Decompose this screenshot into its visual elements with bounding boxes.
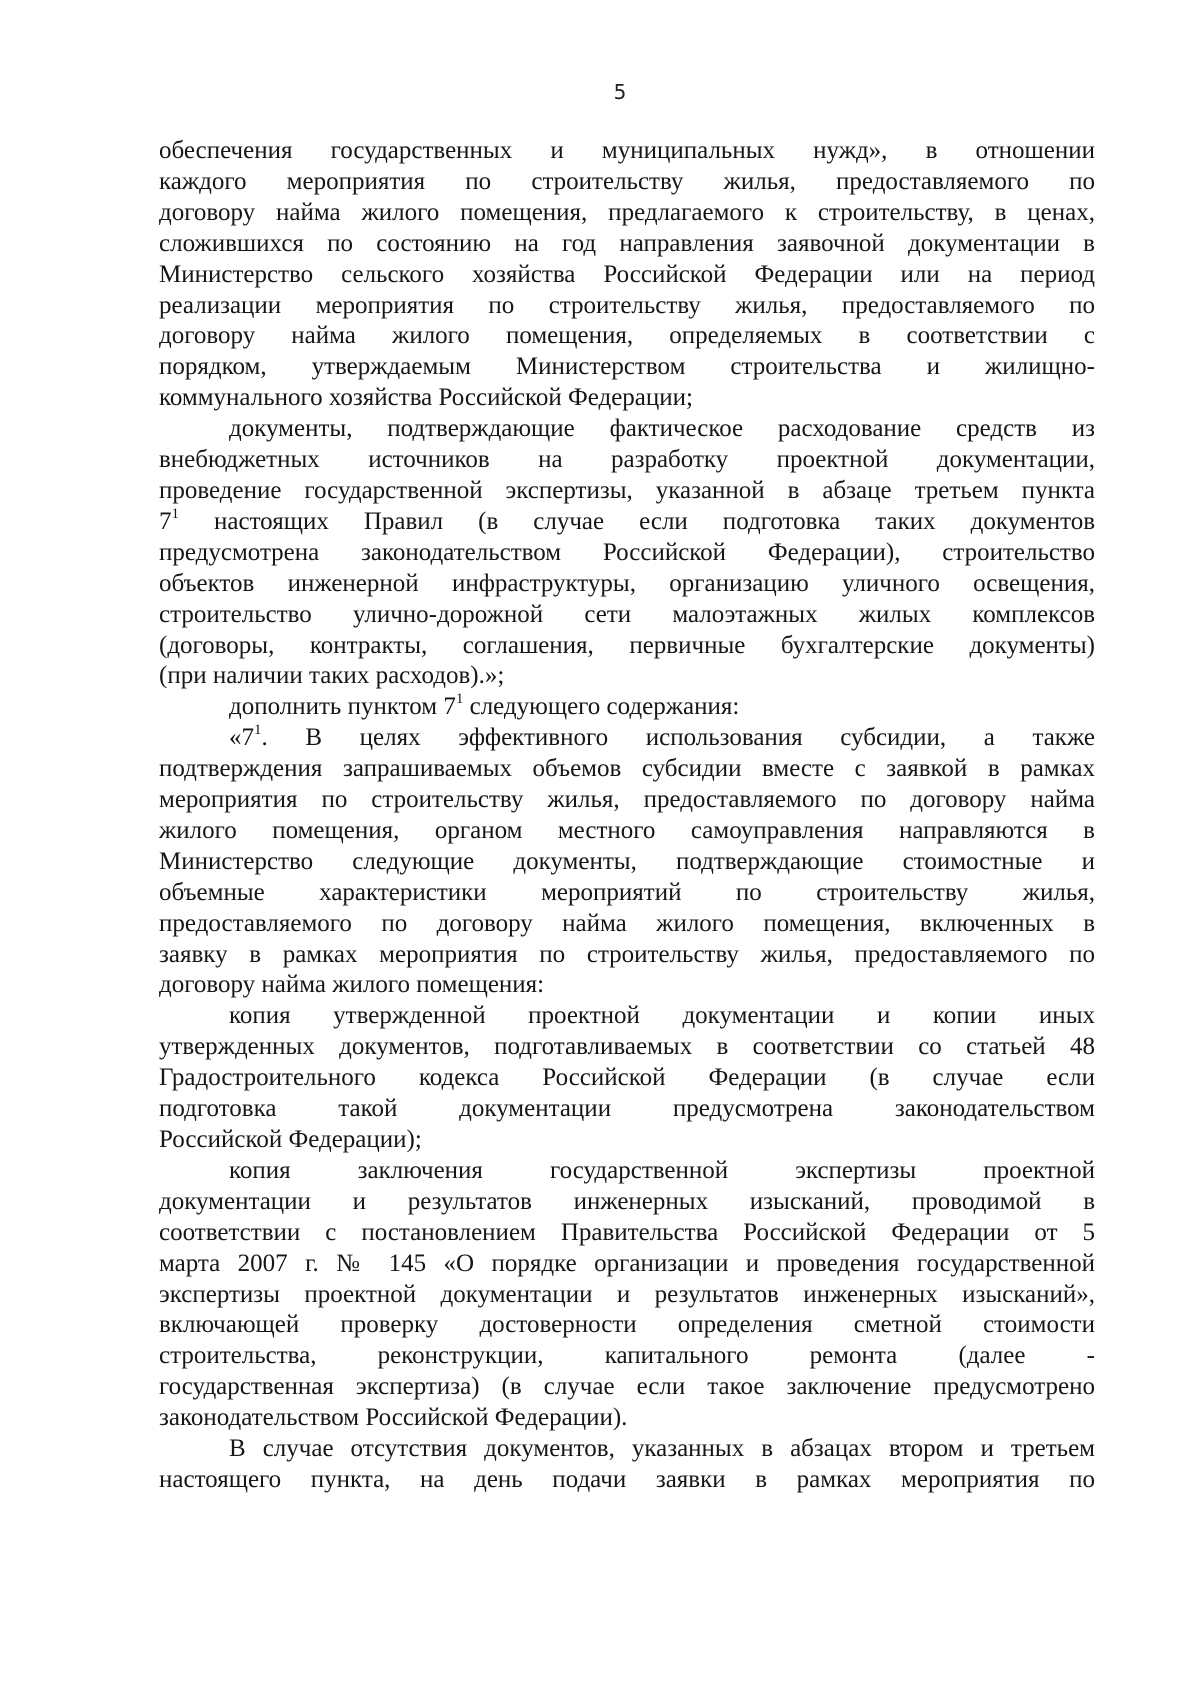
line-text: жилого помещения, органом местного самоуправления направляются в: [159, 816, 1095, 844]
line-text: дополнить пунктом 7: [229, 693, 456, 721]
text-line: [159, 1218, 1095, 1249]
line-text: объемные характеристики мероприятий по строительству жилья,: [159, 878, 1095, 906]
line-text: строительства, реконструкции, капитального ремонта (далее -: [159, 1342, 1095, 1370]
text-line: [159, 507, 1095, 538]
text-line: [159, 1310, 1095, 1341]
line-text: копия заключения государственной экспертизы проектной: [229, 1156, 1095, 1184]
text-line: [159, 1156, 1095, 1187]
paragraph: [159, 692, 1095, 723]
text-line: [159, 383, 1095, 414]
line-text: подтверждения запрашиваемых объемов субсидии вместе с заявкой в рамках: [159, 755, 1095, 783]
text-line: [159, 321, 1095, 352]
text-line: [159, 909, 1095, 940]
line-text: документы, подтверждающие фактическое расходование средств из: [229, 415, 1095, 443]
line-text: объектов инженерной инфраструктуры, организацию уличного освещения,: [159, 569, 1095, 597]
text-line: [159, 1465, 1095, 1496]
paragraph: [159, 1156, 1095, 1434]
page-number: 5: [613, 80, 627, 104]
paragraph: [159, 1001, 1095, 1156]
text-line: [159, 940, 1095, 971]
line-text-continued: . В целях эффективного использования субсидии, а также: [261, 724, 1095, 752]
text-line: [159, 352, 1095, 383]
line-text: подготовка такой документации предусмотрена законодательством: [159, 1095, 1095, 1123]
text-line: [159, 1280, 1095, 1311]
line-text: «7: [229, 724, 254, 752]
text-line: [159, 1372, 1095, 1403]
line-text: мероприятия по строительству жилья, предоставляемого по договору найма: [159, 786, 1095, 814]
line-text: (договоры, контракты, соглашения, первичные бухгалтерские документы): [159, 631, 1095, 659]
line-text: законодательством Российской Федерации).: [159, 1404, 628, 1432]
text-line: [159, 1032, 1095, 1063]
document-body: [159, 136, 1095, 1496]
line-text-continued: следующего содержания:: [463, 693, 740, 721]
text-line: [159, 878, 1095, 909]
text-line: [159, 291, 1095, 322]
line-text: настоящего пункта, на день подачи заявки в рамках мероприятия по: [159, 1465, 1095, 1493]
line-text: внебюджетных источников на разработку проектной документации,: [159, 446, 1095, 474]
paragraph: [159, 414, 1095, 692]
text-line: [159, 1403, 1095, 1434]
text-line: [159, 1001, 1095, 1032]
text-line: [159, 414, 1095, 445]
line-text: Министерство следующие документы, подтверждающие стоимостные и: [159, 847, 1095, 875]
text-line: [159, 692, 1095, 723]
text-line: [159, 847, 1095, 878]
paragraph: [159, 136, 1095, 414]
paragraph: [159, 723, 1095, 1001]
text-line: [159, 260, 1095, 291]
line-text: экспертизы проектной документации и результатов инженерных изысканий»,: [159, 1280, 1095, 1308]
text-line: [159, 1434, 1095, 1465]
paragraph: [159, 1434, 1095, 1496]
line-text: В случае отсутствия документов, указанных в абзацах втором и третьем: [229, 1435, 1095, 1463]
line-text: реализации мероприятия по строительству жилья, предоставляемого по: [159, 291, 1095, 319]
text-line: [159, 136, 1095, 167]
superscript: 1: [455, 691, 464, 708]
text-line: [159, 1063, 1095, 1094]
text-line: [159, 661, 1095, 692]
line-text: порядком, утверждаемым Министерством строительства и жилищно-: [159, 353, 1095, 381]
text-line: [159, 1341, 1095, 1372]
line-text: обеспечения государственных и муниципальных нужд», в отношении: [159, 137, 1095, 164]
line-text: договору найма жилого помещения, определяемых в соответствии с: [159, 322, 1095, 350]
text-line: [159, 229, 1095, 260]
line-text: государственная экспертиза) (в случае если такое заключение предусмотрено: [159, 1373, 1095, 1401]
line-text: проведение государственной экспертизы, указанной в абзаце третьем пункта: [159, 476, 1095, 504]
line-text: утвержденных документов, подготавливаемых в соответствии со статьей 48: [159, 1033, 1095, 1061]
text-line: [159, 1094, 1095, 1125]
line-text: каждого мероприятия по строительству жилья, предоставляемого по: [159, 167, 1095, 195]
line-text: предоставляемого по договору найма жилого помещения, включенных в: [159, 909, 1095, 937]
line-text: заявку в рамках мероприятия по строительству жилья, предоставляемого по: [159, 940, 1095, 968]
line-text: включающей проверку достоверности определения сметной стоимости: [159, 1311, 1095, 1339]
line-text: сложившихся по состоянию на год направления заявочной документации в: [159, 229, 1095, 257]
text-line: [159, 1187, 1095, 1218]
line-text: документации и результатов инженерных изысканий, проводимой в: [159, 1187, 1095, 1215]
text-line: [159, 569, 1095, 600]
superscript: 1: [171, 505, 179, 522]
line-text: Министерство сельского хозяйства Российской Федерации или на период: [159, 260, 1095, 288]
text-line: [159, 476, 1095, 507]
line-text: строительство улично-дорожной сети малоэтажных жилых комплексов: [159, 600, 1095, 628]
text-line: [159, 445, 1095, 476]
text-line: [159, 1125, 1095, 1156]
text-line: [159, 754, 1095, 785]
line-text: марта 2007 г. № 145 «О порядке организации и проведения государственной: [159, 1249, 1095, 1277]
text-line: [159, 723, 1095, 754]
text-line: [159, 1249, 1095, 1280]
text-line: [159, 538, 1095, 569]
line-text: (при наличии таких расходов).»;: [159, 662, 505, 690]
superscript: 1: [254, 722, 262, 739]
text-line: [159, 785, 1095, 816]
text-line: [159, 600, 1095, 631]
line-text: договору найма жилого помещения:: [159, 971, 545, 999]
line-text: Российской Федерации);: [159, 1126, 422, 1153]
line-text-continued: настоящих Правил (в случае если подготовка таких документов: [179, 507, 1095, 535]
text-line: [159, 198, 1095, 229]
line-text: договору найма жилого помещения, предлагаемого к строительству, в ценах,: [159, 198, 1095, 226]
line-text: предусмотрена законодательством Российской Федерации), строительство: [159, 538, 1095, 566]
line-text: соответствии с постановлением Правительства Российской Федерации от 5: [159, 1218, 1095, 1246]
line-text: 7: [159, 507, 172, 535]
text-line: [159, 970, 1095, 1001]
text-line: [159, 631, 1095, 662]
line-text: коммунального хозяйства Российской Федерации;: [159, 384, 693, 412]
text-line: [159, 816, 1095, 847]
line-text: копия утвержденной проектной документации и копии иных: [229, 1002, 1095, 1030]
line-text: Градостроительного кодекса Российской Федерации (в случае если: [159, 1064, 1095, 1092]
text-line: [159, 167, 1095, 198]
